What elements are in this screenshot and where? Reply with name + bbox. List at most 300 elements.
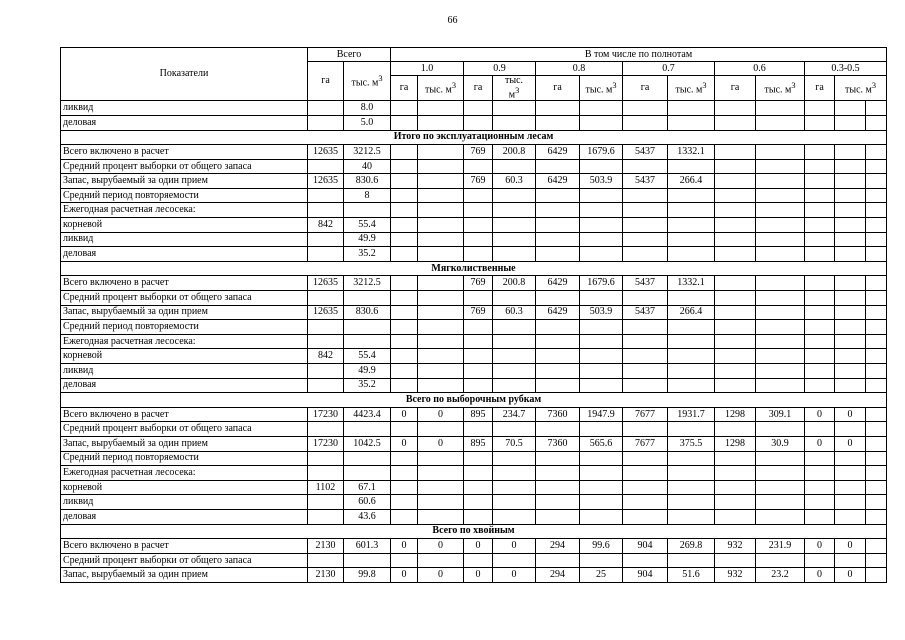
- row-label: корневой: [61, 480, 308, 495]
- table-cell: [835, 188, 866, 203]
- table-cell: [391, 466, 418, 481]
- section-header-row: [61, 393, 887, 408]
- table-cell: [835, 232, 866, 247]
- table-cell: 5437: [623, 145, 668, 160]
- table-cell: 12635: [308, 305, 344, 320]
- table-cell: [668, 334, 715, 349]
- table-row: [61, 436, 887, 451]
- table-cell: [580, 291, 623, 306]
- table-cell: [715, 276, 756, 291]
- table-cell: [493, 115, 536, 130]
- row-label: Средний процент выборки от общего запаса: [61, 422, 308, 437]
- row-label: Ежегодная расчетная лесосека:: [61, 334, 308, 349]
- table-cell: 200.8: [493, 276, 536, 291]
- table-cell: [308, 247, 344, 262]
- table-cell: [344, 422, 391, 437]
- table-cell: [623, 291, 668, 306]
- table-cell: 2130: [308, 568, 344, 583]
- table-cell: [756, 232, 805, 247]
- table-cell: [418, 188, 464, 203]
- unit-vol-header: тыс. $м^3$: [418, 76, 464, 101]
- row-label: Запас, вырубаемый за один прием: [61, 174, 308, 189]
- table-cell: [668, 480, 715, 495]
- table-cell: [536, 509, 580, 524]
- table-cell: [756, 451, 805, 466]
- table-cell: [536, 232, 580, 247]
- table-cell: [668, 320, 715, 335]
- table-cell: [308, 553, 344, 568]
- table-cell: 294: [536, 568, 580, 583]
- table-cell: [418, 451, 464, 466]
- table-cell: 17230: [308, 436, 344, 451]
- table-cell: [668, 188, 715, 203]
- table-cell: [536, 495, 580, 510]
- table-cell: [866, 364, 887, 379]
- table-cell: [536, 480, 580, 495]
- table-cell: [668, 466, 715, 481]
- table-row: [61, 568, 887, 583]
- table-cell: 0: [805, 407, 835, 422]
- total-ha-header: га: [308, 62, 344, 101]
- table-cell: [835, 553, 866, 568]
- row-label: Всего включено в расчет: [61, 276, 308, 291]
- table-cell: 17230: [308, 407, 344, 422]
- table-cell: [756, 115, 805, 130]
- table-cell: [464, 451, 493, 466]
- row-label: деловая: [61, 247, 308, 262]
- table-cell: [756, 553, 805, 568]
- table-cell: [623, 101, 668, 116]
- table-cell: [580, 495, 623, 510]
- table-cell: [580, 101, 623, 116]
- table-cell: [418, 553, 464, 568]
- table-cell: [866, 276, 887, 291]
- table-cell: 932: [715, 539, 756, 554]
- table-row: [61, 480, 887, 495]
- table-cell: [391, 174, 418, 189]
- table-cell: [835, 115, 866, 130]
- table-cell: 1298: [715, 407, 756, 422]
- table-row: [61, 188, 887, 203]
- table-cell: 0: [835, 407, 866, 422]
- table-cell: [580, 349, 623, 364]
- table-cell: [835, 378, 866, 393]
- table-cell: [756, 509, 805, 524]
- table-cell: [835, 203, 866, 218]
- table-cell: [493, 466, 536, 481]
- table-cell: 6429: [536, 276, 580, 291]
- table-cell: [493, 422, 536, 437]
- table-cell: [308, 115, 344, 130]
- table-cell: [715, 466, 756, 481]
- table-cell: [493, 451, 536, 466]
- table-cell: [308, 203, 344, 218]
- table-cell: 7360: [536, 407, 580, 422]
- table-cell: 0: [391, 407, 418, 422]
- table-cell: 0: [418, 436, 464, 451]
- table-cell: 35.2: [344, 378, 391, 393]
- table-cell: [418, 218, 464, 233]
- table-cell: [464, 422, 493, 437]
- table-row: [61, 232, 887, 247]
- table-cell: [715, 364, 756, 379]
- table-cell: 0: [835, 568, 866, 583]
- table-cell: [756, 422, 805, 437]
- table-cell: 8.0: [344, 101, 391, 116]
- table-cell: [623, 378, 668, 393]
- table-cell: 769: [464, 305, 493, 320]
- table-cell: 842: [308, 349, 344, 364]
- table-cell: [866, 407, 887, 422]
- row-label: ликвид: [61, 364, 308, 379]
- table-row: [61, 451, 887, 466]
- table-cell: [493, 320, 536, 335]
- table-row: [61, 101, 887, 116]
- table-cell: 1679.6: [580, 276, 623, 291]
- table-row: [61, 291, 887, 306]
- table-cell: 0: [464, 539, 493, 554]
- table-cell: [308, 495, 344, 510]
- table-cell: [866, 218, 887, 233]
- density-header-6: 0.3-0.5: [805, 62, 887, 76]
- table-cell: [308, 101, 344, 116]
- table-cell: [835, 495, 866, 510]
- table-cell: 1947.9: [580, 407, 623, 422]
- table-cell: [308, 466, 344, 481]
- table-cell: 503.9: [580, 174, 623, 189]
- table-cell: [418, 276, 464, 291]
- table-cell: [623, 159, 668, 174]
- table-cell: [715, 334, 756, 349]
- table-cell: [623, 203, 668, 218]
- table-cell: 5437: [623, 174, 668, 189]
- table-cell: [536, 466, 580, 481]
- table-cell: [668, 247, 715, 262]
- density-header-1: 1.0: [391, 62, 464, 76]
- indicators-header: Показатели: [61, 48, 308, 101]
- table-cell: [493, 334, 536, 349]
- table-cell: 8: [344, 188, 391, 203]
- table-cell: [623, 349, 668, 364]
- table-cell: [866, 188, 887, 203]
- table-cell: 294: [536, 539, 580, 554]
- table-cell: 769: [464, 145, 493, 160]
- table-cell: [805, 378, 835, 393]
- table-cell: [580, 115, 623, 130]
- table-cell: [805, 466, 835, 481]
- table-cell: [756, 495, 805, 510]
- table-row: [61, 115, 887, 130]
- table-cell: 266.4: [668, 174, 715, 189]
- table-cell: [866, 568, 887, 583]
- table-cell: [493, 218, 536, 233]
- table-row: [61, 305, 887, 320]
- table-cell: [756, 218, 805, 233]
- table-cell: [580, 188, 623, 203]
- table-cell: [866, 305, 887, 320]
- table-cell: [308, 378, 344, 393]
- table-row: [61, 364, 887, 379]
- table-cell: 7360: [536, 436, 580, 451]
- table-cell: [391, 232, 418, 247]
- table-cell: [493, 509, 536, 524]
- table-cell: 895: [464, 436, 493, 451]
- table-row: [61, 378, 887, 393]
- table-cell: [866, 466, 887, 481]
- table-cell: [715, 159, 756, 174]
- table-cell: 70.5: [493, 436, 536, 451]
- table-cell: [805, 174, 835, 189]
- table-cell: 231.9: [756, 539, 805, 554]
- table-cell: [536, 422, 580, 437]
- table-cell: 0: [391, 568, 418, 583]
- table-row: [61, 553, 887, 568]
- table-cell: 0: [391, 539, 418, 554]
- table-cell: [418, 495, 464, 510]
- table-cell: 269.8: [668, 539, 715, 554]
- table-cell: [464, 378, 493, 393]
- table-cell: 30.9: [756, 436, 805, 451]
- table-cell: [536, 320, 580, 335]
- table-cell: 25: [580, 568, 623, 583]
- table-cell: [391, 276, 418, 291]
- table-cell: 12635: [308, 145, 344, 160]
- table-cell: [536, 349, 580, 364]
- table-cell: [866, 115, 887, 130]
- table-cell: [536, 203, 580, 218]
- table-row: [61, 247, 887, 262]
- table-row: [61, 174, 887, 189]
- table-cell: 0: [805, 436, 835, 451]
- table-cell: 0: [805, 539, 835, 554]
- table-cell: [756, 334, 805, 349]
- page-number: 66: [447, 15, 458, 26]
- row-label: ликвид: [61, 232, 308, 247]
- density-header-4: 0.7: [623, 62, 715, 76]
- table-cell: [493, 101, 536, 116]
- table-cell: [536, 553, 580, 568]
- table-cell: 67.1: [344, 480, 391, 495]
- table-cell: [464, 115, 493, 130]
- table-cell: [715, 305, 756, 320]
- density-header-3: 0.8: [536, 62, 623, 76]
- table-cell: [418, 145, 464, 160]
- table-cell: [418, 247, 464, 262]
- table-cell: [756, 320, 805, 335]
- table-cell: [464, 349, 493, 364]
- table-cell: [805, 422, 835, 437]
- row-label: Средний процент выборки от общего запаса: [61, 159, 308, 174]
- table-cell: [344, 466, 391, 481]
- cutting-table: [60, 47, 887, 583]
- table-cell: 234.7: [493, 407, 536, 422]
- table-cell: [464, 480, 493, 495]
- table-row: [61, 407, 887, 422]
- table-cell: [866, 436, 887, 451]
- table-cell: 1042.5: [344, 436, 391, 451]
- table-cell: 7677: [623, 407, 668, 422]
- table-cell: [805, 101, 835, 116]
- table-cell: [391, 115, 418, 130]
- table-cell: [715, 174, 756, 189]
- table-cell: 6429: [536, 174, 580, 189]
- table-cell: [715, 101, 756, 116]
- table-cell: 830.6: [344, 305, 391, 320]
- table-cell: 1931.7: [668, 407, 715, 422]
- table-cell: 40: [344, 159, 391, 174]
- table-cell: [623, 115, 668, 130]
- table-cell: [623, 451, 668, 466]
- table-cell: [580, 334, 623, 349]
- table-cell: [391, 451, 418, 466]
- table-cell: [866, 509, 887, 524]
- unit-ha-header: га: [391, 76, 418, 101]
- table-cell: [536, 378, 580, 393]
- table-cell: [715, 509, 756, 524]
- table-cell: [805, 145, 835, 160]
- row-label: деловая: [61, 115, 308, 130]
- table-cell: [805, 480, 835, 495]
- table-cell: [668, 159, 715, 174]
- row-label: Средний процент выборки от общего запаса: [61, 553, 308, 568]
- table-cell: 769: [464, 174, 493, 189]
- table-row: [61, 145, 887, 160]
- table-row: [61, 349, 887, 364]
- table-cell: [866, 101, 887, 116]
- table-cell: [391, 334, 418, 349]
- table-cell: [344, 291, 391, 306]
- table-cell: 60.3: [493, 174, 536, 189]
- table-cell: [715, 203, 756, 218]
- table-cell: 4423.4: [344, 407, 391, 422]
- table-cell: [835, 334, 866, 349]
- table-cell: 3212.5: [344, 145, 391, 160]
- table-cell: 99.6: [580, 539, 623, 554]
- table-cell: [805, 364, 835, 379]
- table-cell: [418, 364, 464, 379]
- unit-ha-header: га: [536, 76, 580, 101]
- table-cell: [391, 320, 418, 335]
- table-cell: [580, 378, 623, 393]
- table-cell: [308, 422, 344, 437]
- table-cell: 932: [715, 568, 756, 583]
- table-cell: [866, 232, 887, 247]
- table-cell: [464, 203, 493, 218]
- table-row: [61, 276, 887, 291]
- table-cell: [756, 203, 805, 218]
- table-cell: 12635: [308, 276, 344, 291]
- table-cell: [418, 159, 464, 174]
- table-cell: [715, 247, 756, 262]
- table-cell: [668, 451, 715, 466]
- table-cell: [805, 334, 835, 349]
- row-label: Запас, вырубаемый за один прием: [61, 436, 308, 451]
- density-header-5: 0.6: [715, 62, 805, 76]
- table-cell: [536, 115, 580, 130]
- section-title: Мягколиственные: [61, 261, 887, 276]
- table-cell: [493, 232, 536, 247]
- table-cell: [866, 480, 887, 495]
- table-cell: [580, 320, 623, 335]
- section-title: Всего по выборочным рубкам: [61, 393, 887, 408]
- table-cell: [835, 480, 866, 495]
- table-cell: [668, 115, 715, 130]
- table-cell: [668, 364, 715, 379]
- unit-ha-header: га: [464, 76, 493, 101]
- table-cell: 904: [623, 539, 668, 554]
- table-cell: 6429: [536, 305, 580, 320]
- table-cell: [493, 291, 536, 306]
- table-cell: [835, 101, 866, 116]
- table-cell: 309.1: [756, 407, 805, 422]
- table-cell: [715, 422, 756, 437]
- row-label: Всего включено в расчет: [61, 407, 308, 422]
- table-cell: [668, 378, 715, 393]
- table-cell: [835, 509, 866, 524]
- table-row: [61, 159, 887, 174]
- total-header: Всего: [308, 48, 391, 62]
- table-cell: [580, 203, 623, 218]
- table-cell: [866, 320, 887, 335]
- unit-ha-header: га: [623, 76, 668, 101]
- table-cell: [668, 291, 715, 306]
- table-cell: 43.6: [344, 509, 391, 524]
- table-row: [61, 334, 887, 349]
- table-cell: [418, 305, 464, 320]
- table-cell: [668, 232, 715, 247]
- table-cell: 200.8: [493, 145, 536, 160]
- table-cell: [418, 480, 464, 495]
- table-cell: 895: [464, 407, 493, 422]
- table-cell: [344, 553, 391, 568]
- table-cell: [623, 334, 668, 349]
- table-cell: [418, 349, 464, 364]
- table-cell: 842: [308, 218, 344, 233]
- table-cell: [418, 422, 464, 437]
- table-cell: 266.4: [668, 305, 715, 320]
- table-cell: [391, 349, 418, 364]
- table-cell: [668, 349, 715, 364]
- table-cell: 0: [493, 568, 536, 583]
- unit-vol-header: тыс. $м^3$: [668, 76, 715, 101]
- table-cell: [493, 188, 536, 203]
- table-cell: [308, 159, 344, 174]
- table-cell: 1298: [715, 436, 756, 451]
- table-cell: [835, 451, 866, 466]
- table-cell: [805, 218, 835, 233]
- table-cell: [391, 553, 418, 568]
- table-cell: [580, 247, 623, 262]
- section-title: Итого по эксплуатационным лесам: [61, 130, 887, 145]
- table-cell: 35.2: [344, 247, 391, 262]
- table-cell: 0: [464, 568, 493, 583]
- table-cell: [668, 422, 715, 437]
- table-cell: [623, 364, 668, 379]
- row-label: Ежегодная расчетная лесосека:: [61, 466, 308, 481]
- table-cell: [866, 334, 887, 349]
- table-cell: [580, 451, 623, 466]
- table-cell: [391, 188, 418, 203]
- table-cell: [391, 247, 418, 262]
- table-cell: [391, 422, 418, 437]
- table-cell: [756, 349, 805, 364]
- table-cell: 1332.1: [668, 145, 715, 160]
- table-cell: [623, 509, 668, 524]
- table-cell: [580, 364, 623, 379]
- table-cell: [493, 495, 536, 510]
- table-cell: [668, 218, 715, 233]
- table-cell: [668, 101, 715, 116]
